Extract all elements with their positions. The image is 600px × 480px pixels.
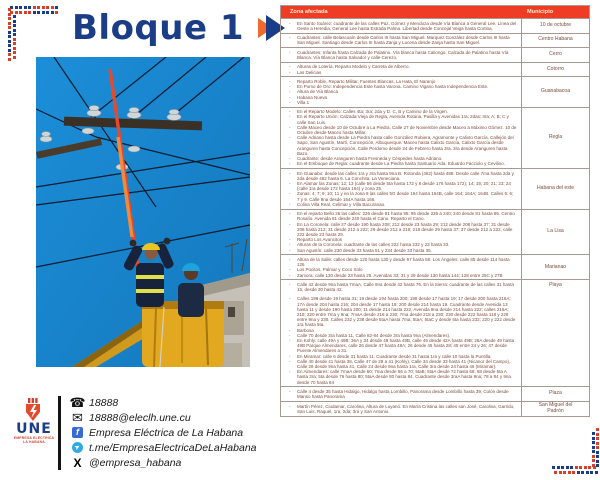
zona-item: - En Santo Suárez: cuadrante de las calles Paz, Gómez y Mendoza desde Vía Blanca a General Lee. Línea del Oeste a Heredia, General Lee hasta Estrada Palma. Libertad desde Concejal Veiga hasta Cortina.	[284, 21, 517, 31]
contact-list	[70, 395, 255, 470]
column-header-municipio: Municipio	[527, 9, 554, 15]
dot	[593, 466, 596, 469]
une-logo	[12, 398, 56, 444]
dot	[596, 433, 599, 436]
dot	[581, 471, 584, 474]
dot	[51, 6, 54, 9]
zona-item: - Calle 40 desde 41 hasta 38, Calle 47 de 28 a 41 (Kohly), Calle 34 desde 33 hasta 41 (Nicanor del Campo), Calle 26 desde 9na hasta 41, Calle 24 desde 9na hasta 1ra, Calle 3ra desde 24 hasta 46 (Miramar).	[284, 359, 517, 369]
dot	[557, 466, 560, 469]
dot	[13, 15, 16, 18]
une-logo-text: UNE	[16, 421, 52, 437]
table-row	[281, 168, 589, 209]
dot	[42, 11, 45, 14]
dot	[51, 11, 54, 14]
dot	[19, 6, 22, 9]
zona-item: - Cuadrantes: calle Belascoaín desde Carlos III hasta San Miguel. Marquez González desde Carlos III hasta San Miguel. Santiago desde Carlos III hasta Zanja y Lucena desde Zanja hasta San Miguel.	[284, 35, 517, 45]
zona-item: - Calle 42 desde 9na hasta 7maA, Calle 9na desde 42 hasta 76. En la Sierra: cuadrante de las calles 31 hasta 15, desde 30 hasta 42.	[284, 282, 517, 292]
municipio-cell: Habana del este	[521, 169, 589, 209]
dot	[596, 460, 599, 463]
facebook-icon: f	[70, 427, 85, 438]
contact-text: Empresa Eléctrica de La Habana	[89, 426, 244, 439]
telegram-icon: ➤	[72, 443, 82, 453]
municipio-cell: San Miguel del Padrón	[521, 402, 589, 416]
dot	[13, 24, 16, 27]
municipio-cell: Guanabacoa	[521, 77, 589, 106]
contact-text: t.me/EmpresaElectricaDeLaHabana	[89, 441, 257, 454]
zona-item: - Alturas de Lotería, Reparto Modelo y Carreta de Alberro.	[284, 64, 517, 69]
zona-item: - En Guanabo: desde las calles 1ra y 3ra hasta 9na B. Rotonda (462) hasta 488. Desde calle 7ma hasta 2da y 2da desde 462 hasta 6. La Conchita, La Veneciana.	[284, 171, 517, 181]
table-row	[281, 209, 589, 255]
table-row	[281, 33, 589, 48]
table-row	[281, 62, 589, 77]
affected-zones-table	[280, 5, 590, 417]
zona-item: - En el reparto Bello 26 las calles: 226 desde 91 hasta 95; 95 desde 226 a 240; 240 desde 81 hasta 95. Centro Rosalío. Avenida 81 desde 240 hasta el Cano. Reparto el Cano.	[284, 211, 517, 221]
dot	[8, 35, 11, 38]
dot	[596, 446, 599, 449]
page-title: Bloque 1	[72, 8, 245, 48]
municipio-cell: 10 de octubre	[521, 19, 589, 33]
zona-item: - En Alamar las Zonas: 12; 13 (calle 56 desde 5ta hasta 172 y 8 desde 176 hasta 172); 14; 19; 20; 21; 23; 24 (calle 1ra desde 172 hasta 164) y zona 25.	[284, 181, 517, 191]
dot	[24, 6, 27, 9]
dot	[13, 20, 16, 23]
dot	[592, 459, 595, 462]
zona-item: - Zamora: calle 130 desde 23 hasta 25. Avenidas 33; 31 y 29 desde 130 hasta 144; 128 entre 25C y 27B	[284, 273, 517, 278]
column-header-zona-afectada: Zona afectada	[290, 9, 328, 15]
contact-text: @empresa_habana	[89, 456, 182, 469]
une-logo-subtitle-1: EMPRESA ELÉCTRICA	[13, 436, 55, 440]
zona-item: - Martín Pérez, Ciudamar, Carolina, Altura de Luyanó. En María Cristina las calles san José, Carolina, Garrido, San Luis, Raquel, 1ra, 2da; 3ra y San Antonio.	[284, 404, 517, 414]
zona-item: - En Pomo de Oro: Independencia Este hasta Varona. Camino Vigario hasta Independencia Este.	[284, 84, 517, 89]
dot	[592, 432, 595, 435]
dot	[8, 44, 11, 47]
zona-item: - Calle Maceo desde 10 de Octubre a La Piedra, Calle 27 de Noviembre desde Maceo a Máximo Gómez. 10 de Octubre desde Maceo hasta Millar.	[284, 125, 517, 135]
municipio-cell: Cerro	[521, 48, 589, 62]
zona-item: - Colina Villa Real, Celimar y Villa Bacuranao.	[284, 202, 517, 207]
municipio-cell: Regla	[521, 108, 589, 168]
dot	[561, 466, 564, 469]
dot	[37, 11, 40, 14]
zona-item: - Altura de la Salle: calles desde 120 hasta 130 y desde 67 hasta 59. Los Ángeles: calle 85 desde 114 hasta 126	[284, 257, 517, 267]
zona-cell	[281, 48, 521, 62]
dot	[46, 6, 49, 9]
municipio-cell: Centro Habana	[521, 34, 589, 48]
zona-cell	[281, 63, 521, 77]
table-row	[281, 401, 589, 416]
dot	[13, 29, 16, 32]
une-fist-icon	[24, 398, 44, 422]
municipio-cell: Marianao	[521, 255, 589, 279]
dot	[55, 6, 58, 9]
zona-item: - Los Pocitos, Palmar y Coco Solo	[284, 267, 517, 272]
dot	[24, 11, 27, 14]
zona-item: - En el Reparto Modelo: Calles 4ta; 3ra; 2da y D. C, B y Camino de la Virgen.	[284, 109, 517, 114]
municipio-cell: La Lisa	[521, 210, 589, 255]
dot	[590, 471, 593, 474]
dot	[15, 6, 18, 9]
dot	[570, 466, 573, 469]
dot	[8, 17, 11, 20]
dot	[572, 471, 575, 474]
dot	[13, 47, 16, 50]
zona-cell	[281, 210, 521, 255]
contact-row[interactable]	[70, 410, 255, 425]
dot	[13, 33, 16, 36]
dot	[592, 441, 595, 444]
contact-row[interactable]	[70, 395, 255, 410]
phone-icon: ☎	[69, 395, 86, 410]
dot	[584, 466, 587, 469]
municipio-cell: Plaza	[521, 387, 589, 401]
zona-item: - Altura de Vía Blanca	[284, 89, 517, 94]
zona-item: - En Almendares: calle 7maA desde 60; 7ma desde 66 a 70; 5taB; 5taA desde 72 hasta 68; 68 desde 5ta A hasta 3ra; 5ta desde 76 hasta 80; 5taA desde 80 hasta 84. Cuadrante desde 3raA hasta 9na; 78 a 84 y 9na desde 70 hasta 84	[284, 369, 517, 385]
dot	[13, 38, 16, 41]
dot	[596, 442, 599, 445]
dot	[596, 428, 599, 431]
contact-divider	[58, 396, 61, 470]
contact-row[interactable]	[70, 425, 255, 440]
zona-cell	[281, 280, 521, 386]
dot	[13, 42, 16, 45]
title-bar	[72, 8, 285, 48]
zona-item: - Calle 70 desde 3ra hasta 11, Calle 82-84 desde 3ra hasta 9na (Almendares).	[284, 333, 517, 338]
dot	[46, 11, 49, 14]
zona-item: - Alturas de la Coronela: cuadrante de las calles 222 hasta 232 y 23 hasta 33.	[284, 242, 517, 247]
dot	[575, 466, 578, 469]
zona-cell	[281, 169, 521, 209]
dot	[8, 8, 11, 11]
dot	[592, 450, 595, 453]
dot	[566, 466, 569, 469]
dot	[13, 51, 16, 54]
dot	[563, 471, 566, 474]
table-row	[281, 47, 589, 62]
zona-item: - Habana Nueva	[284, 95, 517, 100]
une-logo-subtitle-2: LA HABANA	[23, 440, 45, 445]
dot	[8, 13, 11, 16]
zona-item: - Barbosa	[284, 328, 517, 333]
dot	[568, 471, 571, 474]
dot	[13, 56, 16, 59]
dot	[8, 22, 11, 25]
zona-cell	[281, 34, 521, 48]
dot	[55, 11, 58, 14]
zona-cell	[281, 255, 521, 279]
dot	[28, 11, 31, 14]
zona-cell	[281, 108, 521, 168]
dot	[552, 466, 555, 469]
zona-cell	[281, 19, 521, 33]
zona-item: - San Agustín: calle 230 desde 33 hasta 51 y 234 desde 33 hasta 35.	[284, 248, 517, 253]
corner-dots-top-left-decoration	[8, 6, 64, 64]
table-row	[281, 18, 589, 33]
zona-cell	[281, 77, 521, 106]
zona-item: - Cuadrantes: Infanta hasta Calzada de Palatino. Vía blanca hasta Caliongo. Calzada de Palatino hasta Vía Blanca. Vía Blanca hasta Salvador y calle Cerezo.	[284, 50, 517, 60]
municipio-cell: Playa	[521, 280, 589, 386]
table-header-row	[281, 6, 589, 18]
dot	[33, 6, 36, 9]
zona-cell	[281, 387, 521, 401]
zona-item: - Calle Adriano hasta desde La Piedra hasta calle González Rubiera, Agramonte y Calixto García. Callejón del Sapo, San Agustín, Martí, Concepción, Albuquerque. Maceo hasta Calixto García, Calixto García desde Aranguren hasta Concepción, Calle Perdomo desde 24 de Febrero hasta 3ra. 3ra desde Aranguren hasta Bazo.	[284, 135, 517, 156]
zona-cell	[281, 402, 521, 416]
dot	[592, 437, 595, 440]
zona-item: - Calle 4 desde 35 hasta Hidalgo, Hidalgo hasta Lombillo, Panorama desde Lombillo hasta 39, Colón desde Manso hasta Panorama	[284, 389, 517, 399]
table-row	[281, 107, 589, 168]
municipio-cell: Cotorro	[521, 63, 589, 77]
zona-item: - Calles 198 desde 19 hasta 31; 19 desde 194 hasta 200; 198 desde 17 hasta 19; 17 desde 200 hasta 216A; 17A desde 204 hasta 216; 204 desde 17 hasta 19; 200 desde 214 hasta 19. Cuadrante desde Avenida 13 hasta 11 y desde 190 hasta 200; 11 desde 214 hasta 222, Avenida 9na desde 214 hasta 222; calles 216A; 218; 220 entre 7ma y 9na; 7maA desde 216 a 230; 7ma desde 218 a 230; 230 desde 222 hasta 118 y 228 entre 9na y 230. Calles 232 y 238 desde 5taA hasta 7ma; 5taA; 5taC y desde 5ta hasta 232; 220 y 222 desde 1ra hasta 5ta.	[284, 296, 517, 327]
contact-text: 18888	[89, 396, 119, 409]
dot	[42, 6, 45, 9]
dot	[586, 471, 589, 474]
dot	[8, 58, 11, 61]
dot	[596, 437, 599, 440]
zona-item: - Reparto Los Avancitos	[284, 237, 517, 242]
table-row	[281, 76, 589, 106]
dot	[577, 471, 580, 474]
dot	[8, 40, 11, 43]
dot	[8, 49, 11, 52]
table-body	[281, 18, 589, 416]
dot	[8, 26, 11, 29]
table-row	[281, 386, 589, 401]
contact-row[interactable]	[70, 440, 255, 455]
zona-item: - Cuadrante: desde Aranguren hasta Fresneda y Céspedes hasta Adriano.	[284, 156, 517, 161]
dot	[554, 471, 557, 474]
dot	[579, 466, 582, 469]
dot	[8, 53, 11, 56]
zona-item: - Zonas: 4; 7; 9; 10; 11 y en la zona 8 las calles 5G desde 164 hasta 164B, calle 164; 164A; 164B. Calles 5; 6; 7 y 9. Calle 9na desde 164A hasta 166.	[284, 191, 517, 201]
dot	[33, 11, 36, 14]
dot	[595, 471, 598, 474]
dot	[592, 455, 595, 458]
dot	[8, 31, 11, 34]
dot	[592, 446, 595, 449]
zona-item: - En el Emboque de Regla: cuadrante desde La Piedra hasta Santuario Ada, Eduardo Facciolo y Cevilino.	[284, 161, 517, 166]
dot	[596, 451, 599, 454]
dot	[559, 471, 562, 474]
contact-text: 18888@eleclh.une.cu	[89, 411, 191, 424]
x-icon: X	[73, 455, 82, 470]
table-row	[281, 254, 589, 279]
dot	[28, 6, 31, 9]
dot	[15, 11, 18, 14]
zona-item: - Las Delicias	[284, 70, 517, 75]
email-icon: ✉	[72, 410, 83, 425]
photo-linemen-bucket-truck	[36, 57, 250, 367]
table-row	[281, 279, 589, 386]
dot	[19, 11, 22, 14]
zona-item: - Villa 1	[284, 100, 517, 105]
zona-item: - En Kohly: calle 49A y 49B; 36A y 34 desde 49 hasta 49B, calle 49 desde 42A hasta 49B; 28A desde 49 hasta 49B Parque Almendares, calle 26 desde 47 hasta 48A; 26 desde 45 hasta 28; 45 entre 24 y 26; 47 desde Puente Almendares a 31.	[284, 338, 517, 354]
contact-row[interactable]	[70, 455, 255, 470]
zona-item: - En Miramar: calle 6 desde 31 hasta 11. Cuadrante desde 31 hasta 1ra y calle 10 hasta la Puntilla.	[284, 354, 517, 359]
corner-dots-bottom-right-decoration	[552, 428, 600, 474]
dot	[596, 455, 599, 458]
dot	[596, 464, 599, 467]
zona-item: - Reparto Roble, Reparto Militar, Fuentes Blancas, La Hata, El Naranjo	[284, 79, 517, 84]
dot	[37, 6, 40, 9]
zona-item: - En La Coronela: calle 27 desde 190 hasta 208; 212 desde 23 hasta 29; 212 desde 208 hasta 37; 31 desde 208 hasta 212; 31 desde 212 a 222; 29 desde 212 a 218; 218 desde 29 hasta 37; 37 desde 212 a 222, calle 222 desde 23 hasta 29.	[284, 222, 517, 238]
dot	[588, 466, 591, 469]
zona-item: - En el Reparto Unión: Calzada Vieja de Regla, Avenida Rotaria, Pasilla y Avenidas 1ra; 2das; 3ra; A; B; C y calle San Luis.	[284, 114, 517, 124]
